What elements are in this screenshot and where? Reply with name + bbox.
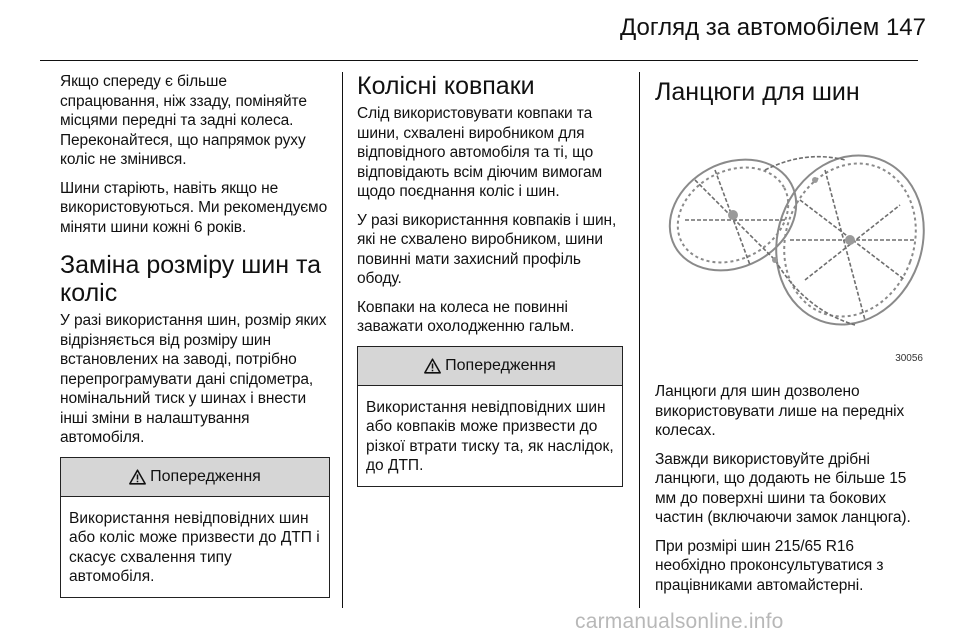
section-heading-snow-chains: Ланцюги для шин bbox=[655, 78, 860, 106]
warning-title: Попередження bbox=[150, 467, 261, 485]
paragraph: Ковпаки на колеса не повинні заважати охолодженню гальм. bbox=[357, 298, 575, 335]
running-header-title: Догляд за автомобілем bbox=[620, 14, 880, 41]
warning-header bbox=[358, 347, 622, 386]
column-left bbox=[60, 72, 330, 598]
figure-reference-number: 30056 bbox=[895, 353, 923, 364]
paragraph: Ланцюги для шин дозволено використовувати лише на передніх колесах. bbox=[655, 383, 905, 439]
section-heading-wheel-covers: Колісні ковпаки bbox=[357, 72, 535, 100]
header-divider bbox=[40, 60, 918, 61]
page-number: 147 bbox=[885, 14, 926, 41]
paragraph: Слід використовувати ковпаки та шини, схвалені виробником для відповідного автомобіля та ті, що відповідають всім діючим вимогам щодо поєднання коліс і шин. bbox=[357, 105, 603, 200]
warning-text: Використання невідповідних шин або ковпаків може призвести до різкої втрати тиску та, як наслідок, до ДТП. bbox=[366, 398, 614, 474]
paragraph: Якщо спереду є більше спрацювання, ніж ззаду, поміняйте місцями передні та задні колеса. Переконайтеся, що напрямок руху коліс не змінився. bbox=[60, 73, 307, 168]
warning-box bbox=[60, 457, 330, 598]
snow-chains-drawing bbox=[655, 110, 925, 360]
column-middle bbox=[357, 72, 623, 487]
snow-chains-illustration bbox=[655, 110, 925, 370]
warning-text: Використання невідповідних шин або коліс може призвести до ДТП і скасує схвалення типу автомобіля. bbox=[69, 509, 320, 585]
paragraph: У разі використанння ковпаків і шин, які не схвалено виробником, шини повинні мати захисний профіль ободу. bbox=[357, 211, 617, 287]
paragraph: Завжди використовуйте дрібні ланцюги, що додають не більше 15 мм до поверхні шини та бокових частин (включаючи замок ланцюга). bbox=[655, 450, 911, 526]
warning-title: Попередження bbox=[445, 356, 556, 374]
warning-triangle-icon bbox=[129, 469, 146, 485]
paragraph: Шини старіють, навіть якщо не використовуються. Ми рекомендуємо міняти шини кожні 6 років. bbox=[60, 179, 328, 236]
warning-header bbox=[61, 458, 329, 497]
paragraph: При розмірі шин 215/65 R16 необхідно проконсультуватися з працівниками автомайстерні. bbox=[655, 537, 884, 594]
watermark-text: carmanualsonline.info bbox=[575, 610, 784, 633]
column-divider-right bbox=[639, 72, 640, 608]
warning-box bbox=[357, 346, 623, 487]
warning-triangle-icon bbox=[424, 358, 441, 374]
column-right bbox=[655, 72, 925, 604]
paragraph: У разі використання шин, розмір яких відрізняється від розміру шин встановлених на заводі, потрібно перепрограмувати дані спідометра, номінальний тиск у шинах і внести інші зміни в налаштування автомобіля. bbox=[60, 312, 327, 446]
section-heading-tyre-size: Заміна розміру шин та коліс bbox=[60, 251, 322, 307]
column-divider-left bbox=[342, 72, 343, 608]
